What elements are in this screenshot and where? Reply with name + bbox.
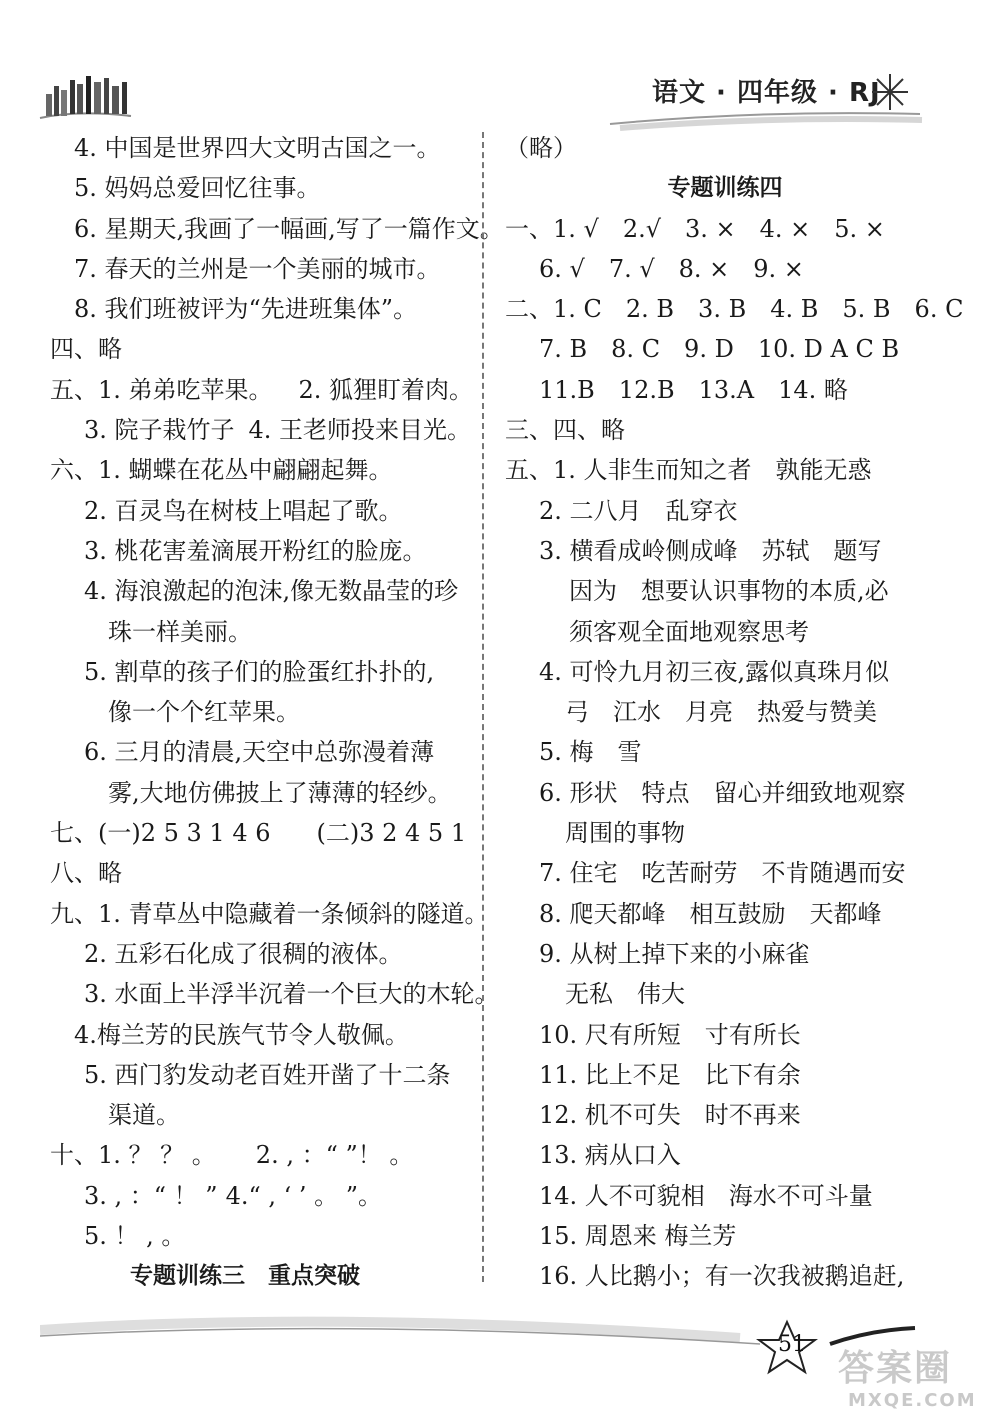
answer-item: 2. 狐狸盯着肉。	[298, 375, 474, 404]
answer-line: 7. 春天的兰州是一个美丽的城市。	[74, 254, 441, 283]
answer-item: 4. 王老师投来目光。	[248, 416, 472, 445]
answer-line: 4.梅兰芳的民族气节令人敬佩。	[74, 1020, 409, 1049]
sparkle-star-icon	[868, 70, 912, 114]
answer-line: 2. 百灵鸟在树枝上唱起了歌。	[84, 496, 403, 525]
answer-line: 二、1. C 2. B 3. B 4. B 5. B 6. C	[505, 295, 964, 324]
page-number: 51	[778, 1332, 806, 1357]
books-decoration-icon	[38, 72, 133, 120]
answer-line: 6. √ 7. √ 8. × 9. ×	[539, 254, 804, 283]
answer-line: 因为 想要认识事物的本质,必	[569, 577, 889, 606]
answer-line: 珠一样美丽。	[108, 617, 252, 646]
answer-line: 9. 从树上掉下来的小麻雀	[539, 939, 810, 968]
answer-line: 11.B 12.B 13.A 14. 略	[539, 375, 848, 404]
answer-line	[50, 1176, 470, 1216]
answer-line: 4. 海浪激起的泡沫,像无数晶莹的珍	[84, 577, 459, 606]
answer-line: 像一个个红苹果。	[108, 698, 300, 727]
answer-line: 6. 星期天,我画了一幅画,写了一篇作文。	[74, 214, 504, 243]
answer-line: 15. 周恩来 梅兰芳	[539, 1222, 737, 1251]
answer-line: 3. 横看成岭侧成峰 苏轼 题写	[539, 536, 882, 565]
answer-line: 雾,大地仿佛披上了薄薄的轻纱。	[108, 778, 452, 807]
answer-item: 七、(一)2 5 3 1 4 6	[50, 819, 271, 848]
section-title: 专题训练四	[667, 175, 783, 202]
answer-line: 2. 二八月 乱穿衣	[539, 496, 738, 525]
answer-line: 11. 比上不足 比下有余	[539, 1060, 801, 1089]
watermark: 答案圈	[838, 1348, 953, 1389]
answer-line	[50, 1135, 470, 1175]
section-title: 专题训练三 重点突破	[130, 1263, 360, 1290]
answer-item: 五、1. 弟弟吃苹果。	[50, 375, 273, 404]
answer-line: 3. 水面上半浮半沉着一个巨大的木轮。	[84, 980, 499, 1009]
answer-line: 7. 住宅 吃苦耐劳 不肯随遇而安	[539, 859, 906, 888]
answer-line: 4. 中国是世界四大文明古国之一。	[74, 134, 441, 162]
answer-item: 4.“ , ‘ ’ 。 ”。	[225, 1181, 383, 1210]
answer-line: 10. 尺有所短 寸有所长	[539, 1020, 801, 1049]
answer-line	[50, 370, 474, 410]
answer-line: 周围的事物	[565, 819, 685, 848]
watermark-url: MXQE.COM	[848, 1390, 977, 1411]
answer-line: 5. 梅 雪	[539, 738, 642, 767]
answer-item: (二)3 2 4 5 1	[316, 819, 467, 848]
answer-item: 3. , ：“ ！ ”	[84, 1181, 218, 1210]
answer-line: 6. 形状 特点 留心并细致地观察	[539, 778, 906, 807]
answer-line: 九、1. 青草丛中隐藏着一条倾斜的隧道。	[50, 899, 489, 928]
answer-line: （略）	[505, 134, 577, 162]
answer-line	[50, 813, 470, 853]
answer-line: 5. 妈妈总爱回忆往事。	[74, 174, 321, 203]
column-divider	[482, 132, 484, 1282]
answer-line: 7. B 8. C 9. D 10. D A C B	[539, 335, 900, 364]
right-column	[505, 128, 964, 1297]
answer-line: 弓 江水 月亮 热爱与赞美	[565, 698, 877, 727]
answer-line: 须客观全面地观察思考	[569, 617, 809, 646]
answer-line: 五、1. 人非生而知之者 孰能无惑	[505, 456, 872, 485]
answer-line: 16. 人比鹅小；有一次我被鹅追赶,	[539, 1262, 905, 1291]
answer-line: 2. 五彩石化成了很稠的液体。	[84, 939, 403, 968]
answer-line: 13. 病从口入	[539, 1141, 681, 1170]
answer-line: 渠道。	[108, 1101, 180, 1130]
answer-line: 5. 西门豹发动老百姓开凿了十二条	[84, 1060, 451, 1089]
answer-line: 14. 人不可貌相 海水不可斗量	[539, 1181, 873, 1210]
answer-line: 四、略	[50, 335, 122, 364]
answer-line: 无私 伟大	[565, 980, 685, 1009]
subject-grade-label: 语文 · 四年级 · RJ	[652, 78, 881, 108]
answer-item: 十、1. ？ ？ 。	[50, 1141, 216, 1170]
answer-line: 三、四、略	[505, 416, 625, 445]
answer-item: 3. 院子栽竹子	[84, 416, 235, 445]
answer-line: 4. 可怜九月初三夜,露似真珠月似	[539, 657, 890, 686]
answer-line: 八、略	[50, 859, 122, 888]
answer-line: 5. 割草的孩子们的脸蛋红扑扑的,	[84, 657, 435, 686]
left-column	[50, 128, 504, 1297]
answer-line: 5. ！ , 。	[84, 1222, 186, 1251]
answer-line: 六、1. 蝴蝶在花丛中翩翩起舞。	[50, 456, 393, 485]
answer-line: 8. 爬天都峰 相互鼓励 天都峰	[539, 899, 882, 928]
answer-line: 3. 桃花害羞滴展开粉红的脸庞。	[84, 536, 427, 565]
answer-line	[50, 410, 470, 450]
answer-line: 12. 机不可失 时不再来	[539, 1101, 801, 1130]
answer-line: 一、1. √ 2.√ 3. × 4. × 5. ×	[505, 214, 885, 243]
answer-line: 8. 我们班被评为“先进班集体”。	[74, 295, 418, 324]
answer-line: 6. 三月的清晨,天空中总弥漫着薄	[84, 738, 435, 767]
answer-item: 2. , ：“ ”！ 。	[255, 1141, 414, 1170]
